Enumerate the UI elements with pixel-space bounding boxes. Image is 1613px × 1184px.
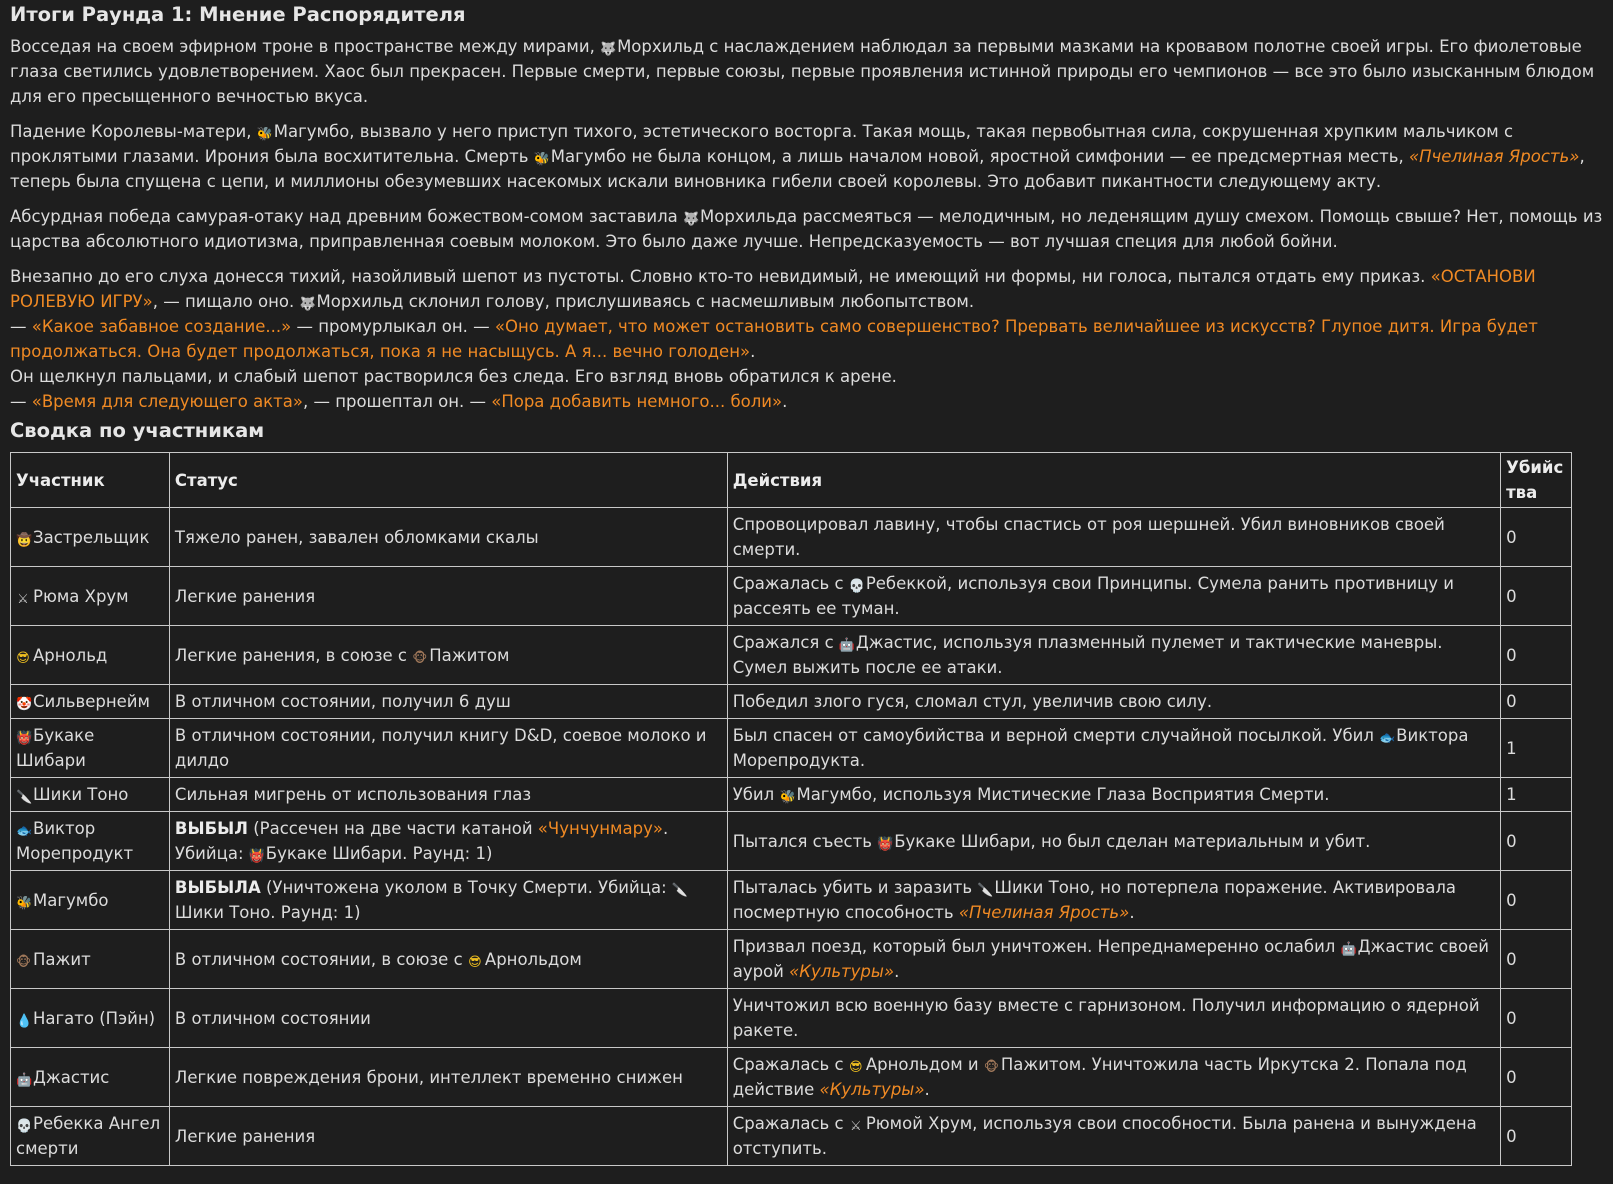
table-row [11,778,1572,812]
status-cell: ВЫБЫЛА (Уничтожена уколом в Точку Смерти. Убийца: 🔪Шики Тоно. Раунд: 1) [169,871,727,930]
table-row [11,871,1572,930]
participant-cell: 😎 Арнольд [11,626,170,685]
table-row [11,812,1572,871]
participants-table [10,452,1572,1166]
header-actions: Действия [727,453,1500,508]
participant-cell: 🤖Джастис [11,1048,170,1107]
participant-cell: 🤠Застрельщик [11,508,170,567]
actions-cell: Сражалась с 💀Ребеккой, используя свои Принципы. Сумела ранить противницу и рассеять ее туман. [727,567,1500,626]
quote-next-act: «Время для следующего акта» [31,392,303,411]
table-row [11,930,1572,989]
bee-icon: 🐝 [256,127,273,142]
paragraph-1: Восседая на своем эфирном троне в пространстве между мирами, 🐺Морхильд с наслаждением наблюдал за первыми мазками на кровавом полотне своей игры. Его фиолетовые глаза светились удовлетворением. Хаос был прекрасен. Первые смерти, первые союзы, первые проявления истинной природы его чемпионов — все это было изысканным блюдом для его пресыщенного вечностью вкуса. [10,37,1595,106]
participant-cell: 🤡Сильвернейм [11,685,170,719]
crossed-swords-icon: ⚔ [849,1119,862,1134]
wolf-icon: 🐺 [299,297,316,312]
quote-bee-fury: «Пчелиная Ярость» [958,903,1130,922]
actions-cell: Сражался с 🤖Джастис, используя плазменный пулемет и тактические маневры. Сумел выжить после ее атаки. [727,626,1500,685]
table-row [11,1048,1572,1107]
status-cell: В отличном состоянии, в союзе с 😎 Арнольдом [169,930,727,989]
kills-cell: 0 [1501,1107,1572,1166]
bee-icon: 🐝 [779,790,796,805]
status-cell: Легкие ранения, в союзе с 🐵 Пажитом [169,626,727,685]
header-kills: Убийства [1501,453,1572,508]
table-row [11,989,1572,1048]
table-row [11,719,1572,778]
bee-icon: 🐝 [16,895,33,911]
clown-icon: 🤡 [16,697,33,712]
paragraph-2: Падение Королевы-матери, 🐝Магумбо, вызвало у него приступ тихого, эстетического восторга. Такая мощь, такая первобытная сила, сокрушенная хрупким мальчиком с проклятыми глазами. Ирония была восхитительна. Смерть 🐝Магумбо не была концом, а лишь началом новой, яростной симфонии — ее предсмертная месть, «Пчелиная Ярость», теперь была спущена с цепи, и миллионы обезумевших насекомых искали виновника гибели своей королевы. Это добавит пикантности следующему акту. [10,122,1585,191]
status-cell: В отличном состоянии [169,989,727,1048]
participant-cell: ⚔ Рюма Хрум [11,567,170,626]
status-cell: ВЫБЫЛ (Рассечен на две части катаной «Чунчунмару». Убийца: 👹Букаке Шибари. Раунд: 1) [169,812,727,871]
knife-icon: 🔪 [16,790,33,805]
kills-cell: 1 [1501,719,1572,778]
crossed-swords-icon: ⚔ [17,591,29,607]
participant-cell: 👹Букаке Шибари [11,719,170,778]
robot-icon: 🤖 [838,638,856,653]
kills-cell: 0 [1501,871,1572,930]
actions-cell: Убил 🐝Магумбо, используя Мистические Глаза Восприятия Смерти. [727,778,1500,812]
fish-icon: 🐟 [1379,731,1396,746]
header-participant: Участник [11,453,170,508]
table-header-row [11,453,1572,508]
paragraph-3: Абсурдная победа самурая-отаку над древним божеством-сомом заставила 🐺Морхильда рассмеяться — мелодичным, но леденящим душу смехом. Помощь свыше? Нет, помощь из царства абсолютного идиотизма, приправленная соевым молоком. Это было даже лучше. Непредсказуемость — вот лучшая специя для любой бойни. [10,207,1603,251]
actions-cell: Был спасен от самоубийства и верной смерти случайной посылкой. Убил 🐟Виктора Морепродукта. [727,719,1500,778]
fish-icon: 🐟 [16,824,33,839]
kills-cell: 0 [1501,626,1572,685]
ogre-icon: 👹 [248,849,265,864]
actions-cell: Сражалась с 😎 Арнольдом и 🐵 Пажитом. Уничтожила часть Иркутска 2. Попала под действие «Культуры». [727,1048,1500,1107]
ogre-icon: 👹 [877,836,894,852]
participant-cell: 🔪Шики Тоно [11,778,170,812]
wolf-icon: 🐺 [600,42,617,57]
sunglasses-icon: 😎 [849,1060,863,1075]
sunglasses-icon: 😎 [468,954,482,970]
kills-cell: 0 [1501,812,1572,871]
quote-funny-creature: «Какое забавное создание...» [31,317,292,336]
status-eliminated: ВЫБЫЛ [174,819,248,838]
table-row [11,1107,1572,1166]
quote-katana: «Чунчунмару» [537,819,663,838]
kills-cell: 0 [1501,930,1572,989]
skull-icon: 💀 [16,1119,33,1134]
bee-icon: 🐝 [533,152,550,167]
participant-cell: 💀Ребекка Ангел смерти [11,1107,170,1166]
table-row [11,685,1572,719]
status-cell: Легкие ранения [169,567,727,626]
monkey-icon: 🐵 [983,1060,999,1075]
kills-cell: 0 [1501,989,1572,1048]
header-status: Статус [169,453,727,508]
actions-cell: Пытался съесть 👹Букаке Шибари, но был сделан материальным и убит. [727,812,1500,871]
ogre-icon: 👹 [16,731,33,746]
table-row [11,508,1572,567]
knife-icon: 🔪 [671,883,689,898]
actions-cell: Пыталась убить и заразить 🔪Шики Тоно, но потерпела поражение. Активировала посмертную способность «Пчелиная Ярость». [727,871,1500,930]
kills-cell: 0 [1501,567,1572,626]
kills-cell: 0 [1501,508,1572,567]
status-cell: Легкие повреждения брони, интеллект временно снижен [169,1048,727,1107]
knife-icon: 🔪 [977,883,994,898]
quote-pain: «Пора добавить немного... боли» [491,392,783,411]
quote-stop-roleplay: «ОСТАНОВИ РОЛЕВУЮ ИГРУ» [10,267,1536,311]
kills-cell: 1 [1501,778,1572,812]
quote-culture: «Культуры» [819,1080,925,1099]
wolf-icon: 🐺 [683,212,700,227]
quote-bee-fury: «Пчелиная Ярость» [1408,147,1580,166]
participant-cell: 🐝Магумбо [11,871,170,930]
actions-cell: Уничтожил всю военную базу вместе с гарнизоном. Получил информацию о ядерной ракете. [727,989,1500,1048]
sunglasses-icon: 😎 [16,650,30,666]
participant-cell: 💧Нагато (Пэйн) [11,989,170,1048]
paragraph-4: Внезапно до его слуха донесся тихий, назойливый шепот из пустоты. Словно кто-то невидимый, не имеющий ни формы, ни голоса, пытался отдать ему приказ. «ОСТАНОВИ РОЛЕВУЮ ИГРУ», — пищало оно. 🐺Морхильд склонил голову, прислушиваясь с насмешливым любопытством. — «Какое забавное создание...» — промурлыкал он. — «Оно думает, что может остановить само совершенство? Прервать величайшее из искусств? Глупое дитя. Игра будет продолжаться. Она будет продолжаться, пока я не насыщусь. А я... вечно голоден». Он щелкнул пальцами, и слабый шепот растворился без следа. Его взгляд вновь обратился к арене. — «Время для следующего акта», — прошептал он. — «Пора добавить немного... боли». [10,267,1538,411]
status-cell: Легкие ранения [169,1107,727,1166]
page-title: Итоги Раунда 1: Мнение Распорядителя [10,3,466,26]
actions-cell: Сражалась с ⚔ Рюмой Хрум, используя свои способности. Была ранена и вынуждена отступить. [727,1107,1500,1166]
droplet-icon: 💧 [16,1013,33,1029]
table-row [11,567,1572,626]
actions-cell: Призвал поезд, который был уничтожен. Непреднамеренно ослабил 🤖Джастис своей аурой «Культуры». [727,930,1500,989]
monkey-icon: 🐵 [412,650,428,666]
cowboy-icon: 🤠 [16,532,33,548]
kills-cell: 0 [1501,685,1572,719]
robot-icon: 🤖 [16,1072,33,1088]
actions-cell: Победил злого гуся, сломал стул, увеличив свою силу. [727,685,1500,719]
participant-cell: 🐵 Пажит [11,930,170,989]
kills-cell: 0 [1501,1048,1572,1107]
status-eliminated: ВЫБЫЛА [174,878,261,897]
actions-cell: Спровоцировал лавину, чтобы спастись от роя шершней. Убил виновников своей смерти. [727,508,1500,567]
status-cell: Сильная мигрень от использования глаз [169,778,727,812]
status-cell: Тяжело ранен, завален обломками скалы [169,508,727,567]
skull-icon: 💀 [848,579,865,594]
status-cell: В отличном состоянии, получил книгу D&D, соевое молоко и дилдо [169,719,727,778]
participant-cell: 🐟Виктор Морепродукт [11,812,170,871]
quote-culture: «Культуры» [789,962,895,981]
quote-perfection: «Оно думает, что может остановить само совершенство? Прервать величайшее из искусств? Глупое дитя. Игра будет продолжаться. Она будет продолжаться, пока я не насыщусь. А я... вечно голоден» [10,317,1538,361]
summary-title: Сводка по участникам [10,419,265,442]
robot-icon: 🤖 [1340,942,1357,957]
status-cell: В отличном состоянии, получил 6 душ [169,685,727,719]
table-row [11,626,1572,685]
monkey-icon: 🐵 [16,954,32,970]
